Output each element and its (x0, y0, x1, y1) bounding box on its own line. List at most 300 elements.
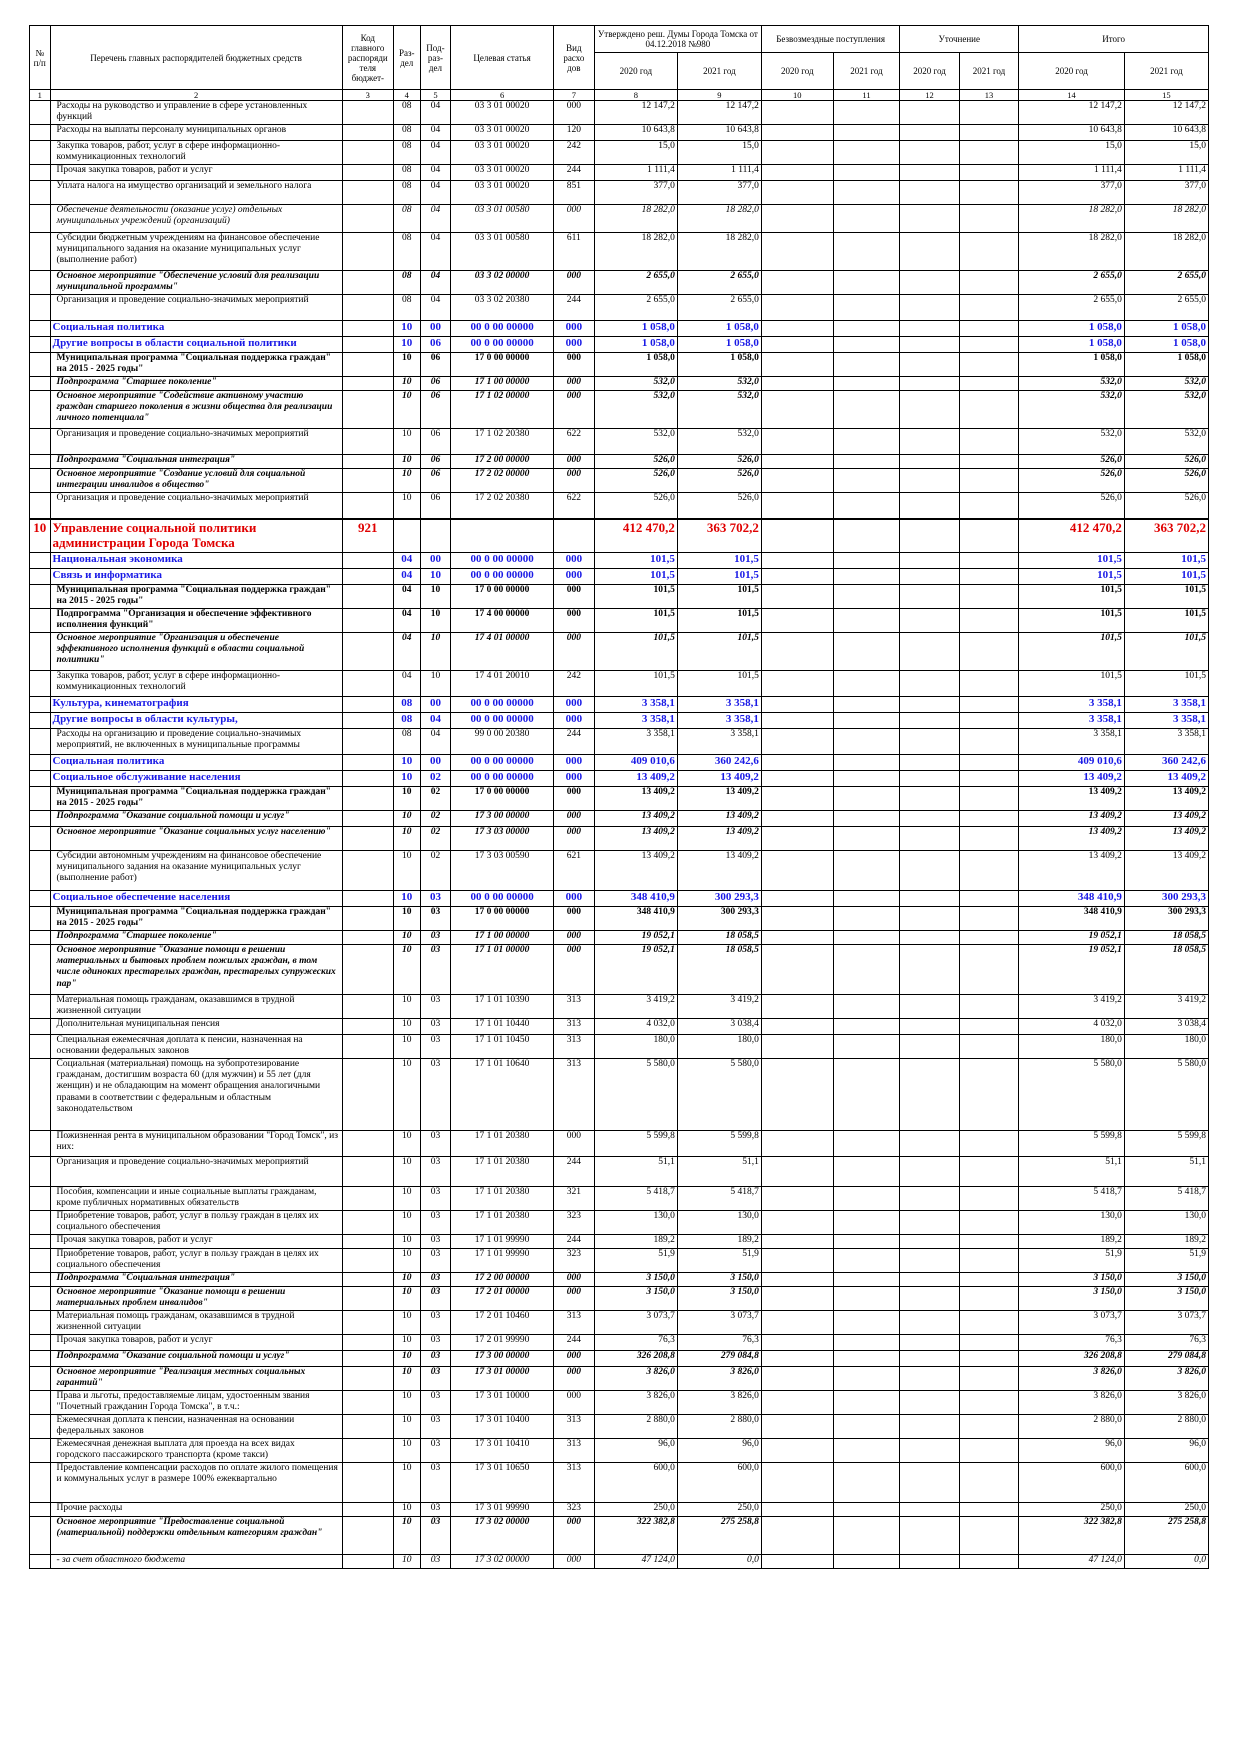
row-approved-2020-cell: 600,0 (594, 1463, 677, 1503)
row-number-cell (30, 995, 51, 1019)
index-cell: 12 (900, 90, 959, 101)
row-clarify-2020-cell (900, 1059, 959, 1131)
row-total-2021-cell: 526,0 (1124, 493, 1208, 519)
row-name-cell: Организация и проведение социально-значимых мероприятий (50, 295, 342, 321)
row-target-cell: 17 1 01 99990 (451, 1235, 554, 1249)
row-approved-2020-cell: 3 419,2 (594, 995, 677, 1019)
row-clarify-2021-cell (959, 609, 1018, 633)
row-clarify-2021-cell (959, 1273, 1018, 1287)
row-free-2020-cell (761, 321, 833, 337)
row-podrazdel-cell: 06 (420, 455, 451, 469)
row-number-cell (30, 671, 51, 697)
row-free-2021-cell (833, 377, 900, 391)
row-total-2021-cell: 189,2 (1124, 1235, 1208, 1249)
table-row (30, 787, 1209, 811)
row-podrazdel-cell: 10 (420, 671, 451, 697)
row-code-cell (342, 1463, 393, 1503)
row-free-2020-cell (761, 851, 833, 891)
row-target-cell: 17 1 00 00000 (451, 931, 554, 945)
row-free-2021-cell (833, 469, 900, 493)
row-approved-2021-cell: 363 702,2 (677, 519, 761, 553)
row-approved-2020-cell: 412 470,2 (594, 519, 677, 553)
row-target-cell: 17 3 01 00000 (451, 1367, 554, 1391)
row-target-cell: 03 3 01 00020 (451, 181, 554, 205)
index-cell: 6 (451, 90, 554, 101)
row-total-2021-cell: 51,1 (1124, 1157, 1208, 1187)
row-approved-2020-cell: 348 410,9 (594, 907, 677, 931)
row-name-cell: Основное мероприятие "Содействие активному участию граждан старшего поколения в жизни общества для реализации личного потенциала" (50, 391, 342, 429)
row-number-cell (30, 891, 51, 907)
row-name-cell: Прочая закупка товаров, работ и услуг (50, 165, 342, 181)
row-free-2021-cell (833, 1157, 900, 1187)
row-razdel-cell: 10 (393, 1503, 420, 1517)
row-approved-2021-cell: 96,0 (677, 1439, 761, 1463)
row-number-cell (30, 907, 51, 931)
row-name-cell: Подпрограмма "Оказание социальной помощи и услуг" (50, 811, 342, 827)
row-free-2020-cell (761, 1019, 833, 1035)
row-podrazdel-cell: 04 (420, 205, 451, 233)
row-total-2021-cell: 532,0 (1124, 391, 1208, 429)
row-razdel-cell: 04 (393, 633, 420, 671)
row-clarify-2021-cell (959, 321, 1018, 337)
row-code-cell (342, 1415, 393, 1439)
row-code-cell (342, 1273, 393, 1287)
row-clarify-2020-cell (900, 337, 959, 353)
row-podrazdel-cell: 04 (420, 165, 451, 181)
row-total-2021-cell: 96,0 (1124, 1439, 1208, 1463)
row-number-cell (30, 569, 51, 585)
row-total-2020-cell: 13 409,2 (1019, 811, 1125, 827)
row-target-cell: 17 3 03 00000 (451, 827, 554, 851)
row-clarify-2020-cell (900, 931, 959, 945)
row-number-cell (30, 1415, 51, 1439)
row-clarify-2021-cell (959, 141, 1018, 165)
index-cell: 9 (677, 90, 761, 101)
index-cell: 4 (393, 90, 420, 101)
row-total-2020-cell: 322 382,8 (1019, 1517, 1125, 1555)
row-number-cell (30, 1517, 51, 1555)
col-target-header: Целевая статья (451, 26, 554, 90)
row-total-2021-cell: 3 038,4 (1124, 1019, 1208, 1035)
table-row (30, 907, 1209, 931)
row-number-cell (30, 1131, 51, 1157)
row-razdel-cell: 10 (393, 1311, 420, 1335)
row-clarify-2020-cell (900, 995, 959, 1019)
year-header: 2021 год (959, 53, 1018, 90)
row-number-cell (30, 1019, 51, 1035)
table-row (30, 1367, 1209, 1391)
row-approved-2021-cell: 130,0 (677, 1211, 761, 1235)
row-approved-2021-cell: 360 242,6 (677, 755, 761, 771)
row-total-2020-cell: 101,5 (1019, 671, 1125, 697)
row-free-2021-cell (833, 233, 900, 271)
row-total-2021-cell: 13 409,2 (1124, 787, 1208, 811)
row-name-cell: Организация и проведение социально-значимых мероприятий (50, 493, 342, 519)
row-total-2021-cell: 15,0 (1124, 141, 1208, 165)
year-header: 2020 год (900, 53, 959, 90)
row-total-2021-cell: 3 826,0 (1124, 1391, 1208, 1415)
row-razdel-cell: 08 (393, 181, 420, 205)
row-number-cell (30, 609, 51, 633)
row-total-2020-cell: 326 208,8 (1019, 1351, 1125, 1367)
row-total-2020-cell: 3 150,0 (1019, 1273, 1125, 1287)
row-approved-2021-cell: 18 058,5 (677, 931, 761, 945)
row-code-cell (342, 1555, 393, 1569)
row-free-2020-cell (761, 1273, 833, 1287)
row-free-2021-cell (833, 271, 900, 295)
row-target-cell: 17 1 01 10640 (451, 1059, 554, 1131)
row-podrazdel-cell: 03 (420, 1351, 451, 1367)
table-row (30, 141, 1209, 165)
col-free-header: Безвозмездные поступления (761, 26, 899, 53)
row-code-cell (342, 321, 393, 337)
row-total-2020-cell: 600,0 (1019, 1463, 1125, 1503)
row-razdel-cell: 10 (393, 931, 420, 945)
row-total-2021-cell: 0,0 (1124, 1555, 1208, 1569)
row-podrazdel-cell: 04 (420, 125, 451, 141)
row-code-cell (342, 295, 393, 321)
row-free-2021-cell (833, 1555, 900, 1569)
row-total-2021-cell: 101,5 (1124, 671, 1208, 697)
row-vid-cell: 313 (553, 1059, 594, 1131)
row-code-cell (342, 585, 393, 609)
row-razdel-cell: 08 (393, 713, 420, 729)
index-cell: 5 (420, 90, 451, 101)
row-total-2021-cell: 13 409,2 (1124, 771, 1208, 787)
row-total-2020-cell: 13 409,2 (1019, 851, 1125, 891)
row-vid-cell: 313 (553, 1415, 594, 1439)
row-target-cell: 17 3 02 00000 (451, 1555, 554, 1569)
row-target-cell: 17 3 00 00000 (451, 811, 554, 827)
row-vid-cell: 120 (553, 125, 594, 141)
row-approved-2020-cell: 76,3 (594, 1335, 677, 1351)
row-free-2021-cell (833, 181, 900, 205)
row-approved-2020-cell: 409 010,6 (594, 755, 677, 771)
row-total-2020-cell: 5 418,7 (1019, 1187, 1125, 1211)
row-vid-cell: 000 (553, 455, 594, 469)
row-total-2021-cell: 3 358,1 (1124, 713, 1208, 729)
table-row (30, 165, 1209, 181)
row-vid-cell: 000 (553, 205, 594, 233)
row-free-2021-cell (833, 1517, 900, 1555)
row-total-2020-cell: 5 599,8 (1019, 1131, 1125, 1157)
row-razdel-cell: 10 (393, 337, 420, 353)
row-number-cell (30, 697, 51, 713)
row-total-2020-cell: 3 358,1 (1019, 697, 1125, 713)
budget-page (29, 25, 1209, 1569)
row-target-cell: 03 3 01 00580 (451, 205, 554, 233)
row-clarify-2021-cell (959, 1439, 1018, 1463)
row-free-2021-cell (833, 1463, 900, 1503)
row-clarify-2020-cell (900, 469, 959, 493)
row-number-cell (30, 787, 51, 811)
row-total-2020-cell: 3 826,0 (1019, 1391, 1125, 1415)
row-target-cell: 17 3 01 10650 (451, 1463, 554, 1503)
row-free-2020-cell (761, 945, 833, 995)
row-free-2021-cell (833, 1351, 900, 1367)
row-total-2020-cell: 1 058,0 (1019, 337, 1125, 353)
row-razdel-cell: 10 (393, 1059, 420, 1131)
row-free-2020-cell (761, 609, 833, 633)
row-podrazdel-cell: 06 (420, 377, 451, 391)
row-name-cell: Основное мероприятие "Организация и обеспечение эффективного исполнения функций в области социальной политики" (50, 633, 342, 671)
table-row (30, 519, 1209, 553)
row-clarify-2020-cell (900, 1287, 959, 1311)
row-podrazdel-cell: 03 (420, 1157, 451, 1187)
row-target-cell: 17 0 00 00000 (451, 787, 554, 811)
row-free-2021-cell (833, 891, 900, 907)
row-number-cell (30, 1351, 51, 1367)
row-name-cell: Организация и проведение социально-значимых мероприятий (50, 1157, 342, 1187)
row-name-cell: Основное мероприятие "Предоставление социальной (материальной) поддержки отдельным категориям граждан" (50, 1517, 342, 1555)
row-clarify-2021-cell (959, 633, 1018, 671)
row-number-cell (30, 1035, 51, 1059)
row-total-2020-cell: 250,0 (1019, 1503, 1125, 1517)
row-total-2021-cell: 1 111,4 (1124, 165, 1208, 181)
table-row (30, 713, 1209, 729)
row-free-2021-cell (833, 1503, 900, 1517)
year-header: 2020 год (1019, 53, 1125, 90)
table-row (30, 945, 1209, 995)
row-approved-2020-cell: 3 826,0 (594, 1367, 677, 1391)
row-approved-2020-cell: 526,0 (594, 469, 677, 493)
row-free-2020-cell (761, 811, 833, 827)
row-clarify-2020-cell (900, 1273, 959, 1287)
row-total-2020-cell: 526,0 (1019, 469, 1125, 493)
row-approved-2020-cell: 3 358,1 (594, 729, 677, 755)
row-razdel-cell: 04 (393, 609, 420, 633)
row-total-2020-cell: 96,0 (1019, 1439, 1125, 1463)
row-approved-2021-cell: 101,5 (677, 609, 761, 633)
row-clarify-2020-cell (900, 1463, 959, 1503)
header-row-1 (30, 26, 1209, 53)
row-code-cell (342, 1059, 393, 1131)
row-approved-2020-cell: 526,0 (594, 493, 677, 519)
row-name-cell: Национальная экономика (50, 553, 342, 569)
row-clarify-2021-cell (959, 891, 1018, 907)
row-number-cell (30, 811, 51, 827)
row-clarify-2021-cell (959, 1019, 1018, 1035)
row-target-cell: 17 2 00 00000 (451, 455, 554, 469)
row-approved-2020-cell: 101,5 (594, 553, 677, 569)
table-body (30, 101, 1209, 1569)
row-total-2020-cell: 526,0 (1019, 493, 1125, 519)
row-vid-cell: 242 (553, 671, 594, 697)
row-number-cell (30, 469, 51, 493)
row-razdel-cell: 10 (393, 771, 420, 787)
row-total-2021-cell: 3 358,1 (1124, 697, 1208, 713)
row-number-cell (30, 1391, 51, 1415)
row-code-cell (342, 1439, 393, 1463)
row-code-cell (342, 1351, 393, 1367)
row-number-cell (30, 165, 51, 181)
row-target-cell: 17 3 01 10410 (451, 1439, 554, 1463)
row-vid-cell: 244 (553, 165, 594, 181)
row-free-2020-cell (761, 101, 833, 125)
table-row (30, 1157, 1209, 1187)
row-code-cell (342, 713, 393, 729)
row-free-2020-cell (761, 165, 833, 181)
row-clarify-2020-cell (900, 851, 959, 891)
row-name-cell: Социальная политика (50, 755, 342, 771)
row-free-2020-cell (761, 391, 833, 429)
row-clarify-2020-cell (900, 1391, 959, 1415)
row-clarify-2020-cell (900, 755, 959, 771)
table-row (30, 1059, 1209, 1131)
row-podrazdel-cell: 00 (420, 755, 451, 771)
row-clarify-2020-cell (900, 1131, 959, 1157)
row-free-2021-cell (833, 1249, 900, 1273)
budget-table (29, 25, 1209, 1569)
row-total-2021-cell: 18 282,0 (1124, 205, 1208, 233)
row-total-2021-cell: 5 580,0 (1124, 1059, 1208, 1131)
row-approved-2020-cell: 13 409,2 (594, 771, 677, 787)
row-clarify-2020-cell (900, 125, 959, 141)
row-approved-2020-cell: 101,5 (594, 671, 677, 697)
row-approved-2020-cell: 526,0 (594, 455, 677, 469)
row-code-cell (342, 429, 393, 455)
row-approved-2021-cell: 532,0 (677, 391, 761, 429)
row-approved-2021-cell: 189,2 (677, 1235, 761, 1249)
row-code-cell (342, 1157, 393, 1187)
index-row (30, 90, 1209, 101)
row-podrazdel-cell: 10 (420, 585, 451, 609)
row-name-cell: Прочая закупка товаров, работ и услуг (50, 1335, 342, 1351)
row-approved-2020-cell: 532,0 (594, 429, 677, 455)
row-total-2021-cell: 5 599,8 (1124, 1131, 1208, 1157)
row-clarify-2020-cell (900, 455, 959, 469)
index-cell: 8 (594, 90, 677, 101)
row-clarify-2020-cell (900, 697, 959, 713)
row-name-cell: Организация и проведение социально-значимых мероприятий (50, 429, 342, 455)
row-clarify-2020-cell (900, 609, 959, 633)
row-number-cell (30, 205, 51, 233)
row-total-2020-cell: 2 655,0 (1019, 295, 1125, 321)
row-clarify-2020-cell (900, 771, 959, 787)
row-number-cell (30, 585, 51, 609)
row-razdel-cell: 10 (393, 891, 420, 907)
row-total-2021-cell: 377,0 (1124, 181, 1208, 205)
row-free-2020-cell (761, 1503, 833, 1517)
row-total-2020-cell: 189,2 (1019, 1235, 1125, 1249)
row-target-cell (451, 519, 554, 553)
row-number-cell (30, 455, 51, 469)
row-number-cell (30, 553, 51, 569)
row-clarify-2021-cell (959, 713, 1018, 729)
row-approved-2021-cell: 526,0 (677, 493, 761, 519)
row-vid-cell: 000 (553, 337, 594, 353)
row-free-2020-cell (761, 1367, 833, 1391)
row-number-cell (30, 101, 51, 125)
row-name-cell: Муниципальная программа "Социальная поддержка граждан" на 2015 - 2025 годы" (50, 353, 342, 377)
row-total-2020-cell: 377,0 (1019, 181, 1125, 205)
row-clarify-2021-cell (959, 1235, 1018, 1249)
row-name-cell: Дополнительная муниципальная пенсия (50, 1019, 342, 1035)
row-approved-2021-cell: 51,1 (677, 1157, 761, 1187)
row-clarify-2021-cell (959, 455, 1018, 469)
row-name-cell: Другие вопросы в области социальной политики (50, 337, 342, 353)
row-vid-cell (553, 519, 594, 553)
row-name-cell: Социальное обеспечение населения (50, 891, 342, 907)
row-number-cell (30, 233, 51, 271)
table-row (30, 1211, 1209, 1235)
row-vid-cell: 321 (553, 1187, 594, 1211)
row-total-2020-cell: 47 124,0 (1019, 1555, 1125, 1569)
row-free-2021-cell (833, 633, 900, 671)
row-clarify-2021-cell (959, 1351, 1018, 1367)
row-total-2021-cell: 10 643,8 (1124, 125, 1208, 141)
row-razdel-cell: 10 (393, 321, 420, 337)
row-number-cell (30, 771, 51, 787)
row-approved-2021-cell: 377,0 (677, 181, 761, 205)
row-clarify-2021-cell (959, 125, 1018, 141)
row-approved-2020-cell: 15,0 (594, 141, 677, 165)
index-cell: 1 (30, 90, 51, 101)
row-razdel-cell: 10 (393, 1287, 420, 1311)
col-razdel-header: Раз- дел (393, 26, 420, 90)
col-total-header: Итого (1019, 26, 1209, 53)
row-razdel-cell: 10 (393, 995, 420, 1019)
row-free-2020-cell (761, 931, 833, 945)
row-target-cell: 00 0 00 00000 (451, 697, 554, 713)
row-approved-2020-cell: 47 124,0 (594, 1555, 677, 1569)
row-razdel-cell: 08 (393, 205, 420, 233)
row-podrazdel-cell: 06 (420, 469, 451, 493)
row-clarify-2021-cell (959, 995, 1018, 1019)
row-total-2021-cell: 1 058,0 (1124, 337, 1208, 353)
row-code-cell (342, 165, 393, 181)
row-razdel-cell: 10 (393, 1273, 420, 1287)
row-target-cell: 17 3 01 99990 (451, 1503, 554, 1517)
row-approved-2021-cell: 279 084,8 (677, 1351, 761, 1367)
row-razdel-cell: 08 (393, 101, 420, 125)
row-target-cell: 00 0 00 00000 (451, 553, 554, 569)
row-code-cell (342, 205, 393, 233)
row-podrazdel-cell (420, 519, 451, 553)
row-approved-2021-cell: 5 418,7 (677, 1187, 761, 1211)
row-approved-2020-cell: 189,2 (594, 1235, 677, 1249)
row-approved-2021-cell: 0,0 (677, 1555, 761, 1569)
row-free-2021-cell (833, 995, 900, 1019)
row-clarify-2021-cell (959, 811, 1018, 827)
row-free-2020-cell (761, 469, 833, 493)
row-free-2020-cell (761, 1351, 833, 1367)
row-razdel-cell: 10 (393, 787, 420, 811)
row-total-2021-cell: 18 058,5 (1124, 931, 1208, 945)
row-razdel-cell: 04 (393, 553, 420, 569)
row-name-cell: Подпрограмма "Социальная интеграция" (50, 455, 342, 469)
table-row (30, 1517, 1209, 1555)
row-approved-2021-cell: 13 409,2 (677, 827, 761, 851)
row-razdel-cell: 08 (393, 141, 420, 165)
row-total-2021-cell: 5 418,7 (1124, 1187, 1208, 1211)
row-total-2021-cell: 180,0 (1124, 1035, 1208, 1059)
row-code-cell (342, 1019, 393, 1035)
row-approved-2021-cell: 2 655,0 (677, 271, 761, 295)
row-free-2020-cell (761, 455, 833, 469)
row-razdel-cell: 10 (393, 945, 420, 995)
row-name-cell: Муниципальная программа "Социальная поддержка граждан" на 2015 - 2025 годы" (50, 787, 342, 811)
row-number-cell (30, 1367, 51, 1391)
row-clarify-2021-cell (959, 1335, 1018, 1351)
row-total-2021-cell: 3 358,1 (1124, 729, 1208, 755)
row-total-2021-cell: 3 150,0 (1124, 1287, 1208, 1311)
row-free-2021-cell (833, 1211, 900, 1235)
row-total-2020-cell: 1 111,4 (1019, 165, 1125, 181)
row-vid-cell: 313 (553, 1463, 594, 1503)
row-approved-2021-cell: 300 293,3 (677, 891, 761, 907)
row-number-cell (30, 1555, 51, 1569)
